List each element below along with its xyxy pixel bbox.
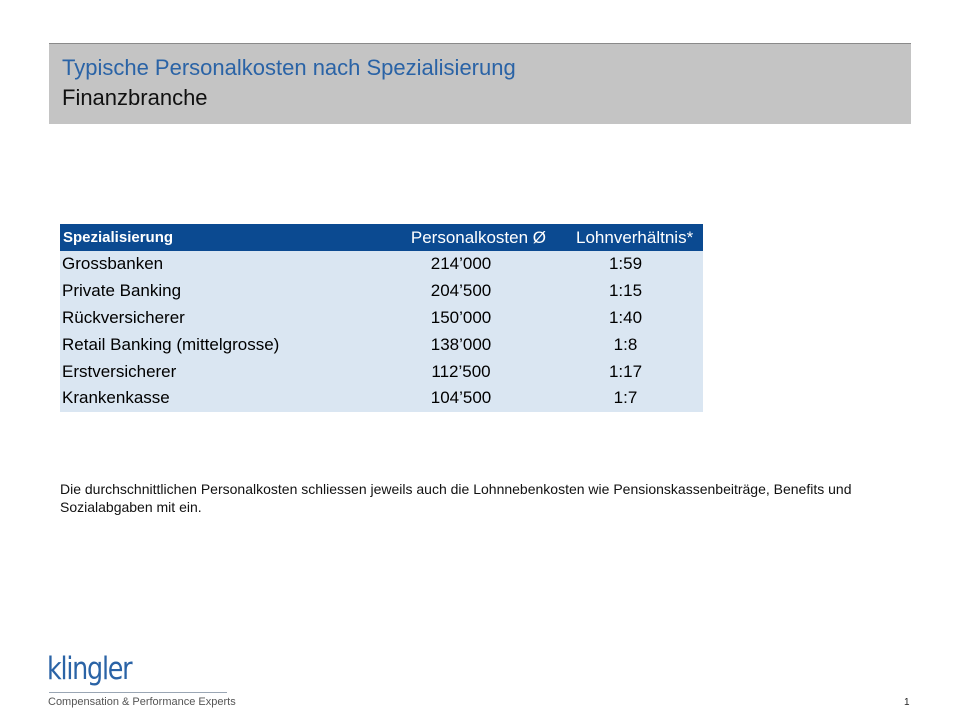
cell-specialization: Grossbanken [62, 254, 164, 274]
page-number: 1 [904, 697, 910, 708]
cell-specialization: Krankenkasse [62, 388, 170, 408]
title-band [49, 43, 911, 124]
cell-personnel-cost: 150’000 [430, 307, 492, 327]
cell-specialization: Rückversicherer [62, 307, 185, 327]
column-header-wage-ratio: Lohnverhältnis* [576, 227, 694, 247]
column-header-personnel-cost: Personalkosten Ø [410, 227, 546, 247]
cell-personnel-cost: 214’000 [430, 254, 492, 274]
table-row [60, 358, 703, 385]
table-row [60, 305, 703, 332]
column-header-specialization: Spezialisierung [63, 229, 174, 246]
cell-wage-ratio: 1:40 [608, 307, 643, 327]
cell-personnel-cost: 204’500 [430, 281, 492, 301]
cell-wage-ratio: 1:59 [608, 254, 643, 274]
slide-title: Typische Personalkosten nach Spezialisierung [62, 55, 516, 80]
logo-tagline: Compensation & Performance Experts [48, 696, 236, 708]
cell-personnel-cost: 138’000 [430, 334, 492, 354]
footnote: Die durchschnittlichen Personalkosten schliessen jeweils auch die Lohnnebenkosten wie Pensionskassenbeiträge, Benefits und Sozialabgaben mit ein. [60, 481, 852, 515]
cell-wage-ratio: 1:8 [613, 334, 638, 354]
cell-specialization: Private Banking [62, 281, 182, 301]
table-row [60, 251, 703, 278]
cell-personnel-cost: 104’500 [430, 388, 492, 408]
klingler-logo: klingler [47, 651, 132, 687]
table-row [60, 278, 703, 305]
slide-subtitle: Finanzbranche [62, 85, 208, 110]
cost-table [60, 224, 703, 412]
cell-personnel-cost: 112’500 [431, 361, 491, 381]
table-row [60, 385, 703, 412]
cell-wage-ratio: 1:17 [608, 361, 643, 381]
cell-specialization: Retail Banking (mittelgrosse) [62, 334, 280, 354]
table-header-row [60, 224, 703, 251]
cell-wage-ratio: 1:15 [608, 281, 643, 301]
logo-divider [49, 692, 227, 693]
table-row [60, 331, 703, 358]
cell-wage-ratio: 1:7 [613, 388, 638, 408]
cell-specialization: Erstversicherer [62, 361, 177, 381]
